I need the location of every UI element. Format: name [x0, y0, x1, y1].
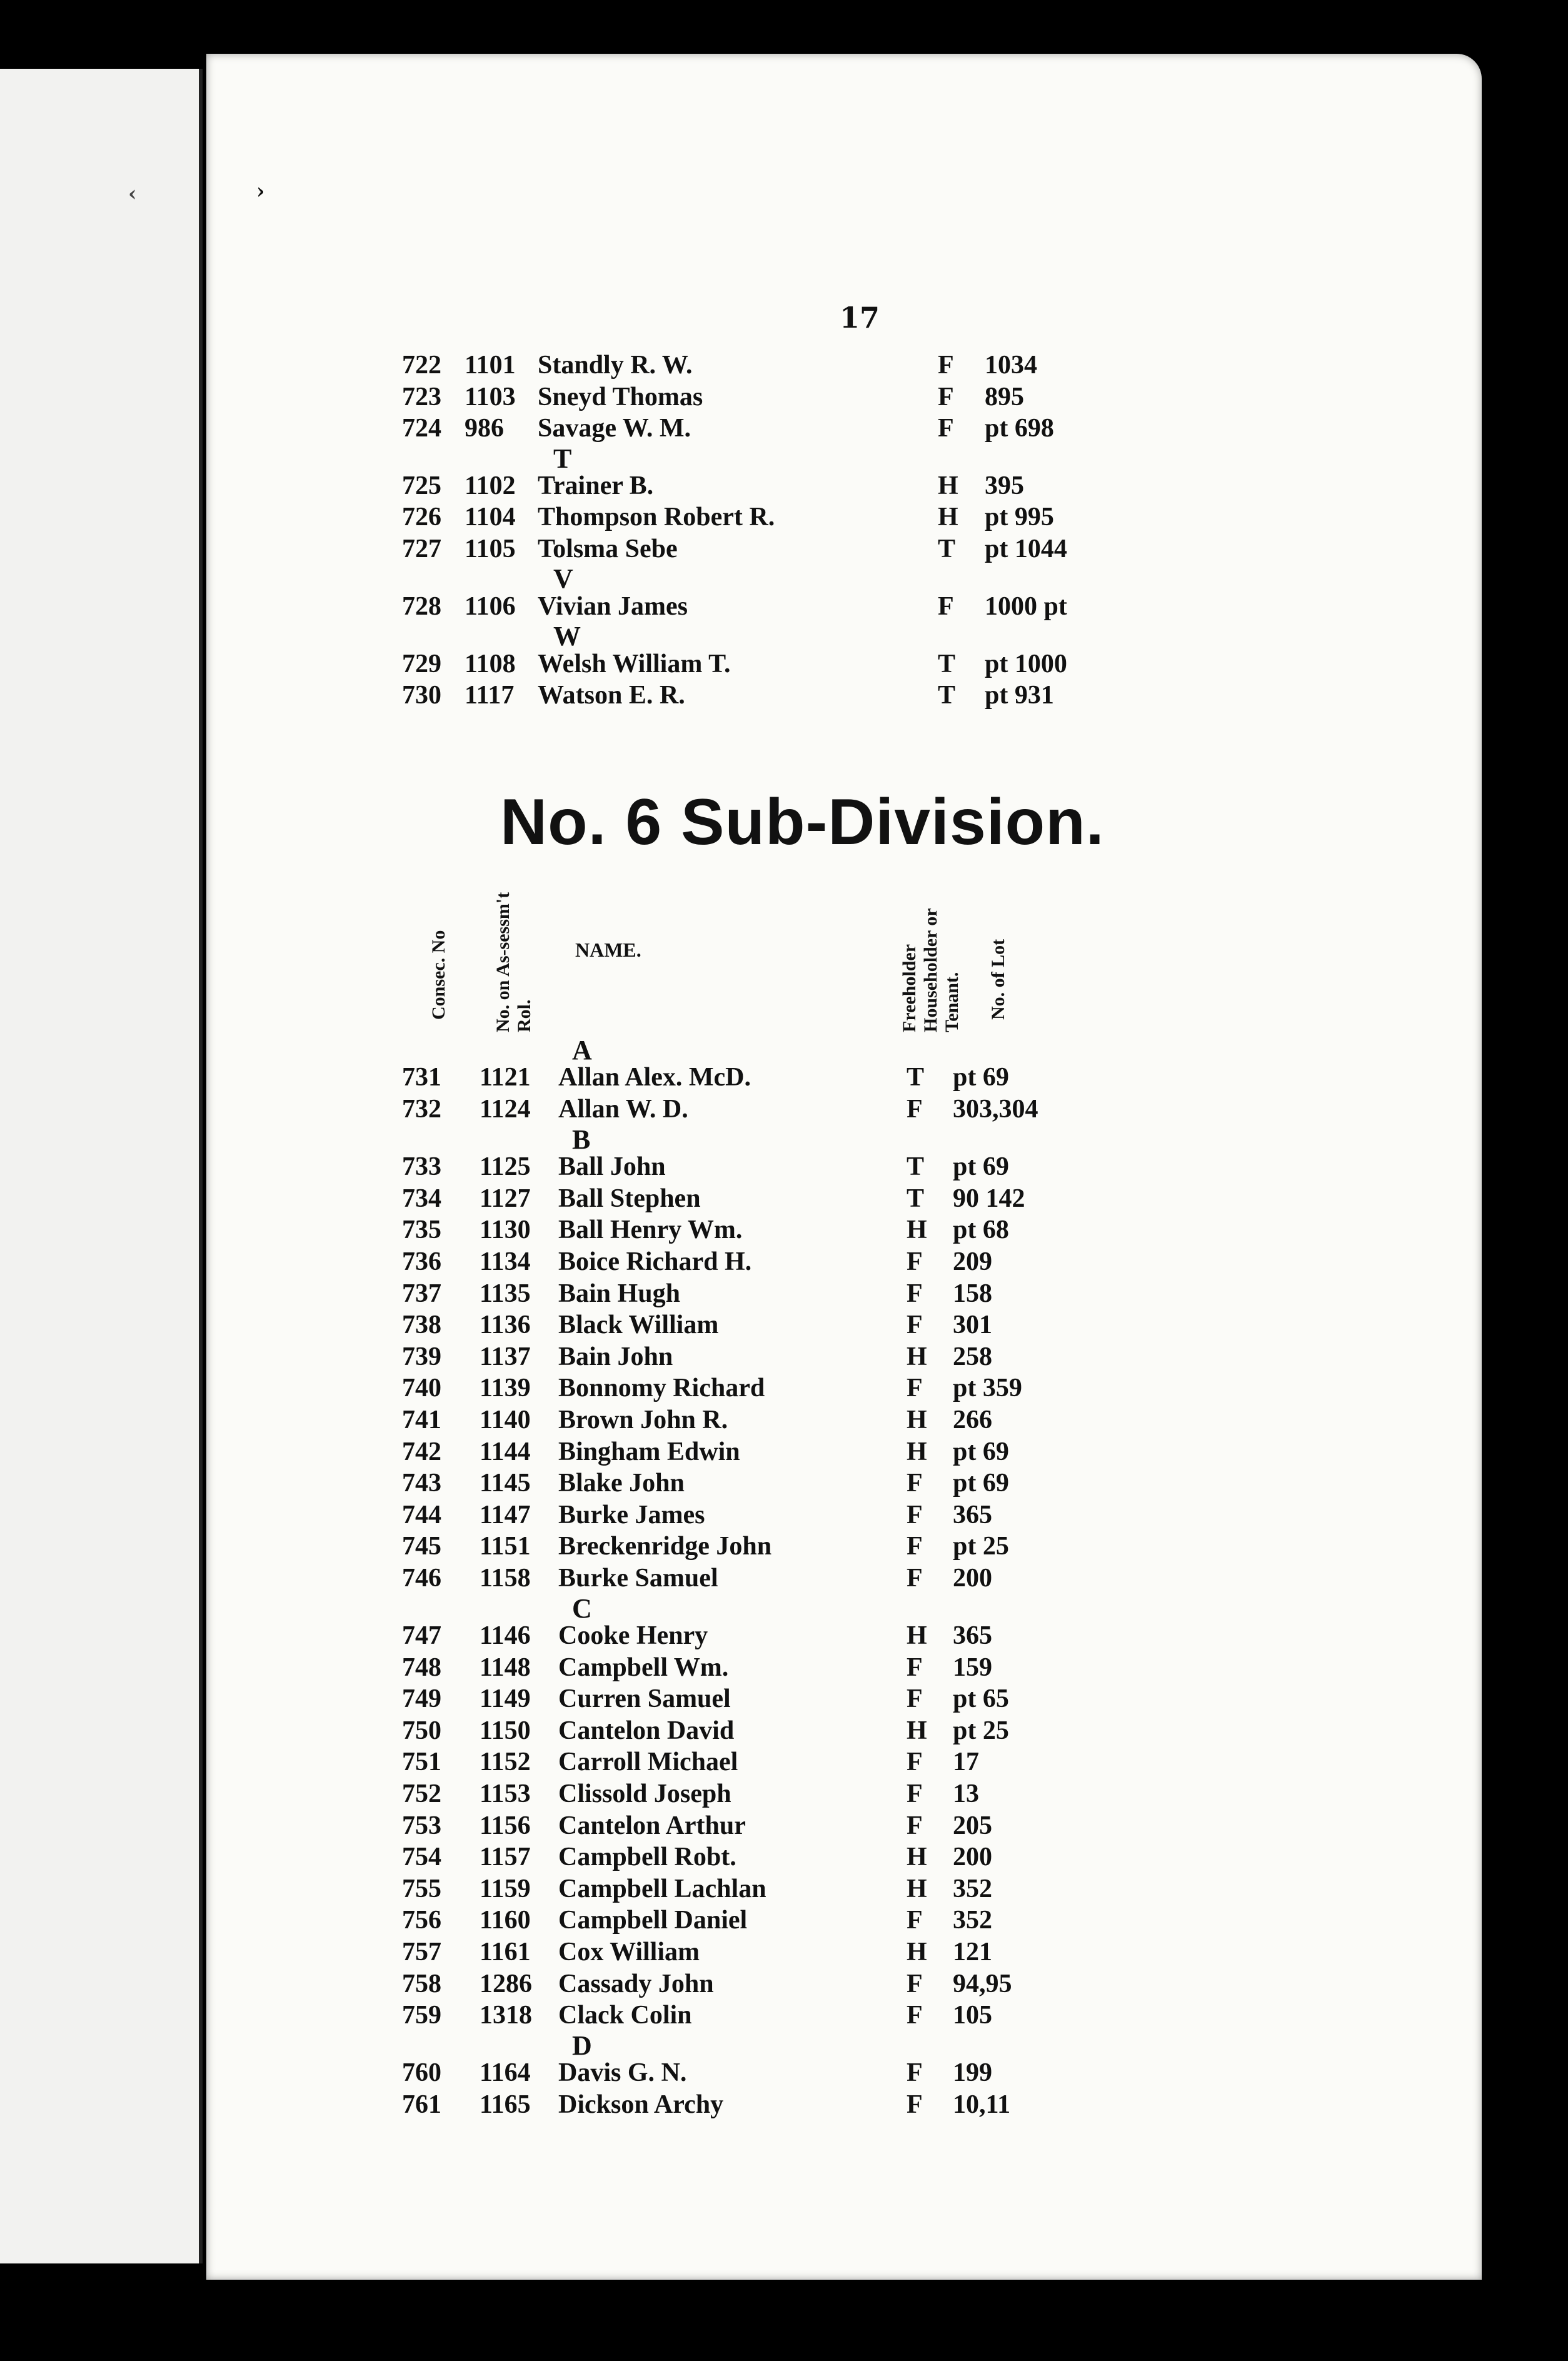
- list-item: [206, 592, 1482, 624]
- entry-name: Tolsma Sebe: [538, 534, 678, 563]
- roll-number: 1161: [480, 1938, 531, 1967]
- lot-number: 395: [985, 471, 1024, 500]
- roll-number: 1102: [465, 471, 516, 500]
- roll-number: 1103: [465, 382, 516, 411]
- consec-number: 729: [402, 649, 441, 678]
- status-code: F: [907, 1311, 923, 1340]
- status-code: F: [907, 1247, 923, 1276]
- list-item: [206, 2090, 1482, 2122]
- section-letter: V: [553, 563, 573, 595]
- lot-number: pt 1000: [985, 649, 1067, 678]
- list-item: [206, 1215, 1482, 1247]
- list-item: [206, 350, 1482, 383]
- status-code: H: [907, 1874, 927, 1903]
- status-code: H: [938, 471, 958, 500]
- consec-number: 735: [402, 1216, 441, 1245]
- roll-number: 1152: [480, 1748, 531, 1777]
- consec-number: 726: [402, 503, 441, 532]
- entry-name: Welsh William T.: [538, 649, 731, 678]
- status-code: H: [938, 503, 958, 532]
- roll-number: 1108: [465, 649, 516, 678]
- roll-number: 1151: [480, 1532, 531, 1561]
- entry-name: Ball John: [558, 1152, 666, 1182]
- entry-name: Bain Hugh: [558, 1279, 680, 1308]
- list-item: [206, 1373, 1482, 1406]
- lot-number: 94,95: [953, 1969, 1012, 1998]
- entry-name: Sneyd Thomas: [538, 382, 703, 411]
- status-code: F: [907, 2090, 923, 2119]
- list-item: [206, 1468, 1482, 1501]
- consec-number: 732: [402, 1095, 441, 1124]
- header-name: NAME.: [575, 939, 641, 961]
- list-item: [206, 534, 1482, 566]
- entry-name: Blake John: [558, 1469, 685, 1498]
- lot-number: 352: [953, 1906, 992, 1935]
- roll-number: 1160: [480, 1906, 531, 1935]
- lot-number: 205: [953, 1811, 992, 1840]
- lot-number: pt 995: [985, 503, 1054, 532]
- header-lot: No. of Lot: [988, 939, 1008, 1020]
- entry-name: Trainer B.: [538, 471, 654, 500]
- consec-number: 737: [402, 1279, 441, 1308]
- consec-number: 722: [402, 351, 441, 380]
- roll-number: 1106: [465, 592, 516, 621]
- status-code: H: [907, 1716, 927, 1745]
- section-letter: C: [572, 1593, 592, 1624]
- list-item: [206, 1969, 1482, 2001]
- roll-number: 1117: [465, 681, 515, 710]
- list-item: [206, 1247, 1482, 1279]
- entry-name: Cox William: [558, 1938, 700, 1967]
- lot-number: 17: [953, 1748, 979, 1777]
- roll-number: 1147: [480, 1500, 531, 1529]
- entry-name: Bain John: [558, 1342, 673, 1371]
- status-code: T: [907, 1063, 925, 1092]
- consec-number: 750: [402, 1716, 441, 1745]
- list-item: [206, 1094, 1482, 1127]
- lot-number: 365: [953, 1500, 992, 1529]
- list-item: [206, 1152, 1482, 1184]
- lot-number: 209: [953, 1247, 992, 1276]
- consec-number: 734: [402, 1184, 441, 1213]
- entry-name: Vivian James: [538, 592, 688, 621]
- lot-number: 266: [953, 1405, 992, 1434]
- consec-number: 741: [402, 1405, 441, 1434]
- list-item: [206, 1184, 1482, 1216]
- roll-number: 1105: [465, 534, 516, 563]
- consec-number: 724: [402, 414, 441, 443]
- consec-number: 733: [402, 1152, 441, 1182]
- roll-number: 1146: [480, 1621, 531, 1651]
- list-item: [206, 680, 1482, 713]
- list-item: [206, 1684, 1482, 1716]
- status-code: T: [907, 1184, 925, 1213]
- entry-name: Bingham Edwin: [558, 1437, 740, 1466]
- list-item: [206, 1842, 1482, 1875]
- entry-name: Curren Samuel: [558, 1684, 731, 1714]
- status-code: F: [907, 1906, 923, 1935]
- roll-number: 1159: [480, 1874, 531, 1903]
- entry-name: Davis G. N.: [558, 2058, 687, 2088]
- list-item: [206, 1937, 1482, 1970]
- consec-number: 749: [402, 1684, 441, 1714]
- list-item: [206, 1310, 1482, 1342]
- status-code: F: [907, 1969, 923, 1998]
- entry-name: Thompson Robert R.: [538, 503, 775, 532]
- document-page: [206, 54, 1482, 2280]
- roll-number: 986: [465, 414, 504, 443]
- status-code: F: [907, 1374, 923, 1403]
- lot-number: pt 69: [953, 1437, 1009, 1466]
- list-item: [206, 1874, 1482, 1906]
- lot-number: pt 931: [985, 681, 1054, 710]
- entry-name: Allan W. D.: [558, 1095, 688, 1124]
- roll-number: 1101: [465, 351, 516, 380]
- consec-number: 755: [402, 1874, 441, 1903]
- status-code: T: [938, 534, 956, 563]
- consec-number: 758: [402, 1969, 441, 1998]
- lot-number: 159: [953, 1653, 992, 1682]
- list-item: [206, 413, 1482, 446]
- status-code: H: [907, 1843, 927, 1872]
- lot-number: 258: [953, 1342, 992, 1371]
- consec-number: 731: [402, 1063, 441, 1092]
- lot-number: 365: [953, 1621, 992, 1651]
- consec-number: 725: [402, 471, 441, 500]
- lot-number: 13: [953, 1780, 979, 1809]
- consec-number: 747: [402, 1621, 441, 1651]
- roll-number: 1130: [480, 1216, 531, 1245]
- lot-number: 1000 pt: [985, 592, 1067, 621]
- roll-number: 1145: [480, 1469, 531, 1498]
- section-letter: T: [553, 443, 572, 474]
- entry-name: Dickson Archy: [558, 2090, 724, 2119]
- entry-name: Carroll Michael: [558, 1748, 738, 1777]
- list-item: [206, 1811, 1482, 1843]
- list-item: [206, 382, 1482, 415]
- list-item: [206, 1062, 1482, 1095]
- page-number: 17: [840, 301, 880, 335]
- roll-number: 1318: [480, 2001, 532, 2030]
- consec-number: 742: [402, 1437, 441, 1466]
- lot-number: 352: [953, 1874, 992, 1903]
- list-item: [206, 502, 1482, 535]
- status-code: F: [907, 1500, 923, 1529]
- page-mark: ‹: [128, 181, 137, 206]
- status-code: H: [907, 1437, 927, 1466]
- consec-number: 751: [402, 1748, 441, 1777]
- consec-number: 752: [402, 1780, 441, 1809]
- list-item: [206, 1716, 1482, 1748]
- entry-name: Ball Stephen: [558, 1184, 701, 1213]
- status-code: T: [907, 1152, 925, 1182]
- consec-number: 743: [402, 1469, 441, 1498]
- header-status: Freeholder Householder or Tenant.: [899, 908, 962, 1032]
- entry-name: Ball Henry Wm.: [558, 1216, 743, 1245]
- list-item: [206, 1779, 1482, 1811]
- entry-name: Burke Samuel: [558, 1563, 718, 1593]
- section-letter: D: [572, 2030, 592, 2061]
- status-code: F: [907, 1684, 923, 1714]
- entry-name: Brown John R.: [558, 1405, 728, 1434]
- roll-number: 1149: [480, 1684, 531, 1714]
- status-code: F: [907, 1653, 923, 1682]
- lot-number: pt 65: [953, 1684, 1009, 1714]
- list-item: [206, 1653, 1482, 1685]
- header-roll: No. on As-sessm't Rol.: [493, 892, 535, 1032]
- roll-number: 1148: [480, 1653, 531, 1682]
- consec-number: 759: [402, 2001, 441, 2030]
- lot-number: 200: [953, 1843, 992, 1872]
- adjacent-page-edge: [0, 69, 203, 2263]
- status-code: F: [938, 414, 954, 443]
- lot-number: pt 25: [953, 1532, 1009, 1561]
- lot-number: pt 1044: [985, 534, 1067, 563]
- consec-number: 723: [402, 382, 441, 411]
- entry-name: Cooke Henry: [558, 1621, 708, 1651]
- status-code: F: [907, 1095, 923, 1124]
- entry-name: Clack Colin: [558, 2001, 692, 2030]
- roll-number: 1121: [480, 1063, 531, 1092]
- entry-name: Clissold Joseph: [558, 1780, 731, 1809]
- roll-number: 1165: [480, 2090, 531, 2119]
- consec-number: 730: [402, 681, 441, 710]
- lot-number: 200: [953, 1563, 992, 1593]
- consec-number: 754: [402, 1843, 441, 1872]
- roll-number: 1158: [480, 1563, 531, 1593]
- entry-name: Black William: [558, 1311, 719, 1340]
- list-item: [206, 1905, 1482, 1938]
- status-code: F: [907, 1469, 923, 1498]
- roll-number: 1286: [480, 1969, 532, 1998]
- list-item: [206, 1747, 1482, 1780]
- consec-number: 748: [402, 1653, 441, 1682]
- list-item: [206, 2000, 1482, 2033]
- consec-number: 757: [402, 1938, 441, 1967]
- roll-number: 1136: [480, 1311, 531, 1340]
- list-item: [206, 1621, 1482, 1653]
- status-code: T: [938, 681, 956, 710]
- consec-number: 745: [402, 1532, 441, 1561]
- section-letter: A: [572, 1035, 592, 1065]
- status-code: H: [907, 1216, 927, 1245]
- consec-number: 744: [402, 1500, 441, 1529]
- status-code: F: [938, 351, 954, 380]
- lot-number: 121: [953, 1938, 992, 1967]
- roll-number: 1104: [465, 503, 516, 532]
- lot-number: pt 25: [953, 1716, 1009, 1745]
- entry-name: Cantelon Arthur: [558, 1811, 746, 1840]
- status-code: F: [907, 1532, 923, 1561]
- list-item: [206, 1342, 1482, 1374]
- list-item: [206, 1563, 1482, 1596]
- status-code: H: [907, 1405, 927, 1434]
- consec-number: 738: [402, 1311, 441, 1340]
- lot-number: 10,11: [953, 2090, 1011, 2119]
- list-item: [206, 1500, 1482, 1533]
- entry-name: Burke James: [558, 1500, 705, 1529]
- lot-number: 1034: [985, 351, 1037, 380]
- entry-name: Campbell Robt.: [558, 1843, 736, 1872]
- consec-number: 728: [402, 592, 441, 621]
- lot-number: 895: [985, 382, 1024, 411]
- lot-number: pt 359: [953, 1374, 1022, 1403]
- lot-number: 199: [953, 2058, 992, 2088]
- lot-number: 303,304: [953, 1095, 1038, 1124]
- consec-number: 756: [402, 1906, 441, 1935]
- list-item: [206, 1437, 1482, 1469]
- roll-number: 1150: [480, 1716, 531, 1745]
- list-item: [206, 1531, 1482, 1564]
- lot-number: pt 68: [953, 1216, 1009, 1245]
- consec-number: 740: [402, 1374, 441, 1403]
- entry-name: Campbell Lachlan: [558, 1874, 766, 1903]
- roll-number: 1125: [480, 1152, 531, 1182]
- status-code: T: [938, 649, 956, 678]
- roll-number: 1144: [480, 1437, 531, 1466]
- subdivision-title: No. 6 Sub-Division.: [500, 786, 1105, 858]
- entry-name: Cantelon David: [558, 1716, 735, 1745]
- status-code: F: [907, 1279, 923, 1308]
- consec-number: 753: [402, 1811, 441, 1840]
- section-letter: W: [553, 621, 581, 652]
- status-code: H: [907, 1342, 927, 1371]
- lot-number: 301: [953, 1311, 992, 1340]
- list-item: [206, 649, 1482, 682]
- status-code: H: [907, 1621, 927, 1651]
- entry-name: Campbell Wm.: [558, 1653, 729, 1682]
- status-code: F: [907, 2001, 923, 2030]
- list-item: [206, 1405, 1482, 1437]
- lot-number: pt 69: [953, 1469, 1009, 1498]
- entry-name: Savage W. M.: [538, 414, 691, 443]
- status-code: F: [907, 1748, 923, 1777]
- consec-number: 761: [402, 2090, 441, 2119]
- roll-number: 1124: [480, 1095, 531, 1124]
- entry-name: Breckenridge John: [558, 1532, 772, 1561]
- roll-number: 1134: [480, 1247, 531, 1276]
- roll-number: 1140: [480, 1405, 531, 1434]
- entry-name: Standly R. W.: [538, 351, 693, 380]
- roll-number: 1127: [480, 1184, 531, 1213]
- list-item: [206, 471, 1482, 503]
- roll-number: 1156: [480, 1811, 531, 1840]
- status-code: F: [907, 1811, 923, 1840]
- roll-number: 1137: [480, 1342, 531, 1371]
- list-item: [206, 1279, 1482, 1311]
- lot-number: 158: [953, 1279, 992, 1308]
- lot-number: pt 698: [985, 414, 1054, 443]
- status-code: H: [907, 1938, 927, 1967]
- entry-name: Cassady John: [558, 1969, 714, 1998]
- consec-number: 739: [402, 1342, 441, 1371]
- lot-number: pt 69: [953, 1063, 1009, 1092]
- list-item: [206, 2058, 1482, 2090]
- entry-name: Campbell Daniel: [558, 1906, 748, 1935]
- status-code: F: [938, 382, 954, 411]
- entry-name: Boice Richard H.: [558, 1247, 752, 1276]
- roll-number: 1164: [480, 2058, 531, 2088]
- consec-number: 736: [402, 1247, 441, 1276]
- header-consec: Consec. No: [428, 930, 449, 1020]
- status-code: F: [907, 1780, 923, 1809]
- roll-number: 1157: [480, 1843, 531, 1872]
- lot-number: pt 69: [953, 1152, 1009, 1182]
- status-code: F: [907, 1563, 923, 1593]
- status-code: F: [938, 592, 954, 621]
- lot-number: 90 142: [953, 1184, 1025, 1213]
- entry-name: Watson E. R.: [538, 681, 685, 710]
- consec-number: 727: [402, 534, 441, 563]
- consec-number: 760: [402, 2058, 441, 2088]
- roll-number: 1153: [480, 1780, 531, 1809]
- roll-number: 1139: [480, 1374, 531, 1403]
- entry-name: Bonnomy Richard: [558, 1374, 765, 1403]
- consec-number: 746: [402, 1563, 441, 1593]
- lot-number: 105: [953, 2001, 992, 2030]
- page-mark: ›: [256, 179, 265, 204]
- roll-number: 1135: [480, 1279, 531, 1308]
- status-code: F: [907, 2058, 923, 2088]
- section-letter: B: [572, 1124, 591, 1155]
- entry-name: Allan Alex. McD.: [558, 1063, 751, 1092]
